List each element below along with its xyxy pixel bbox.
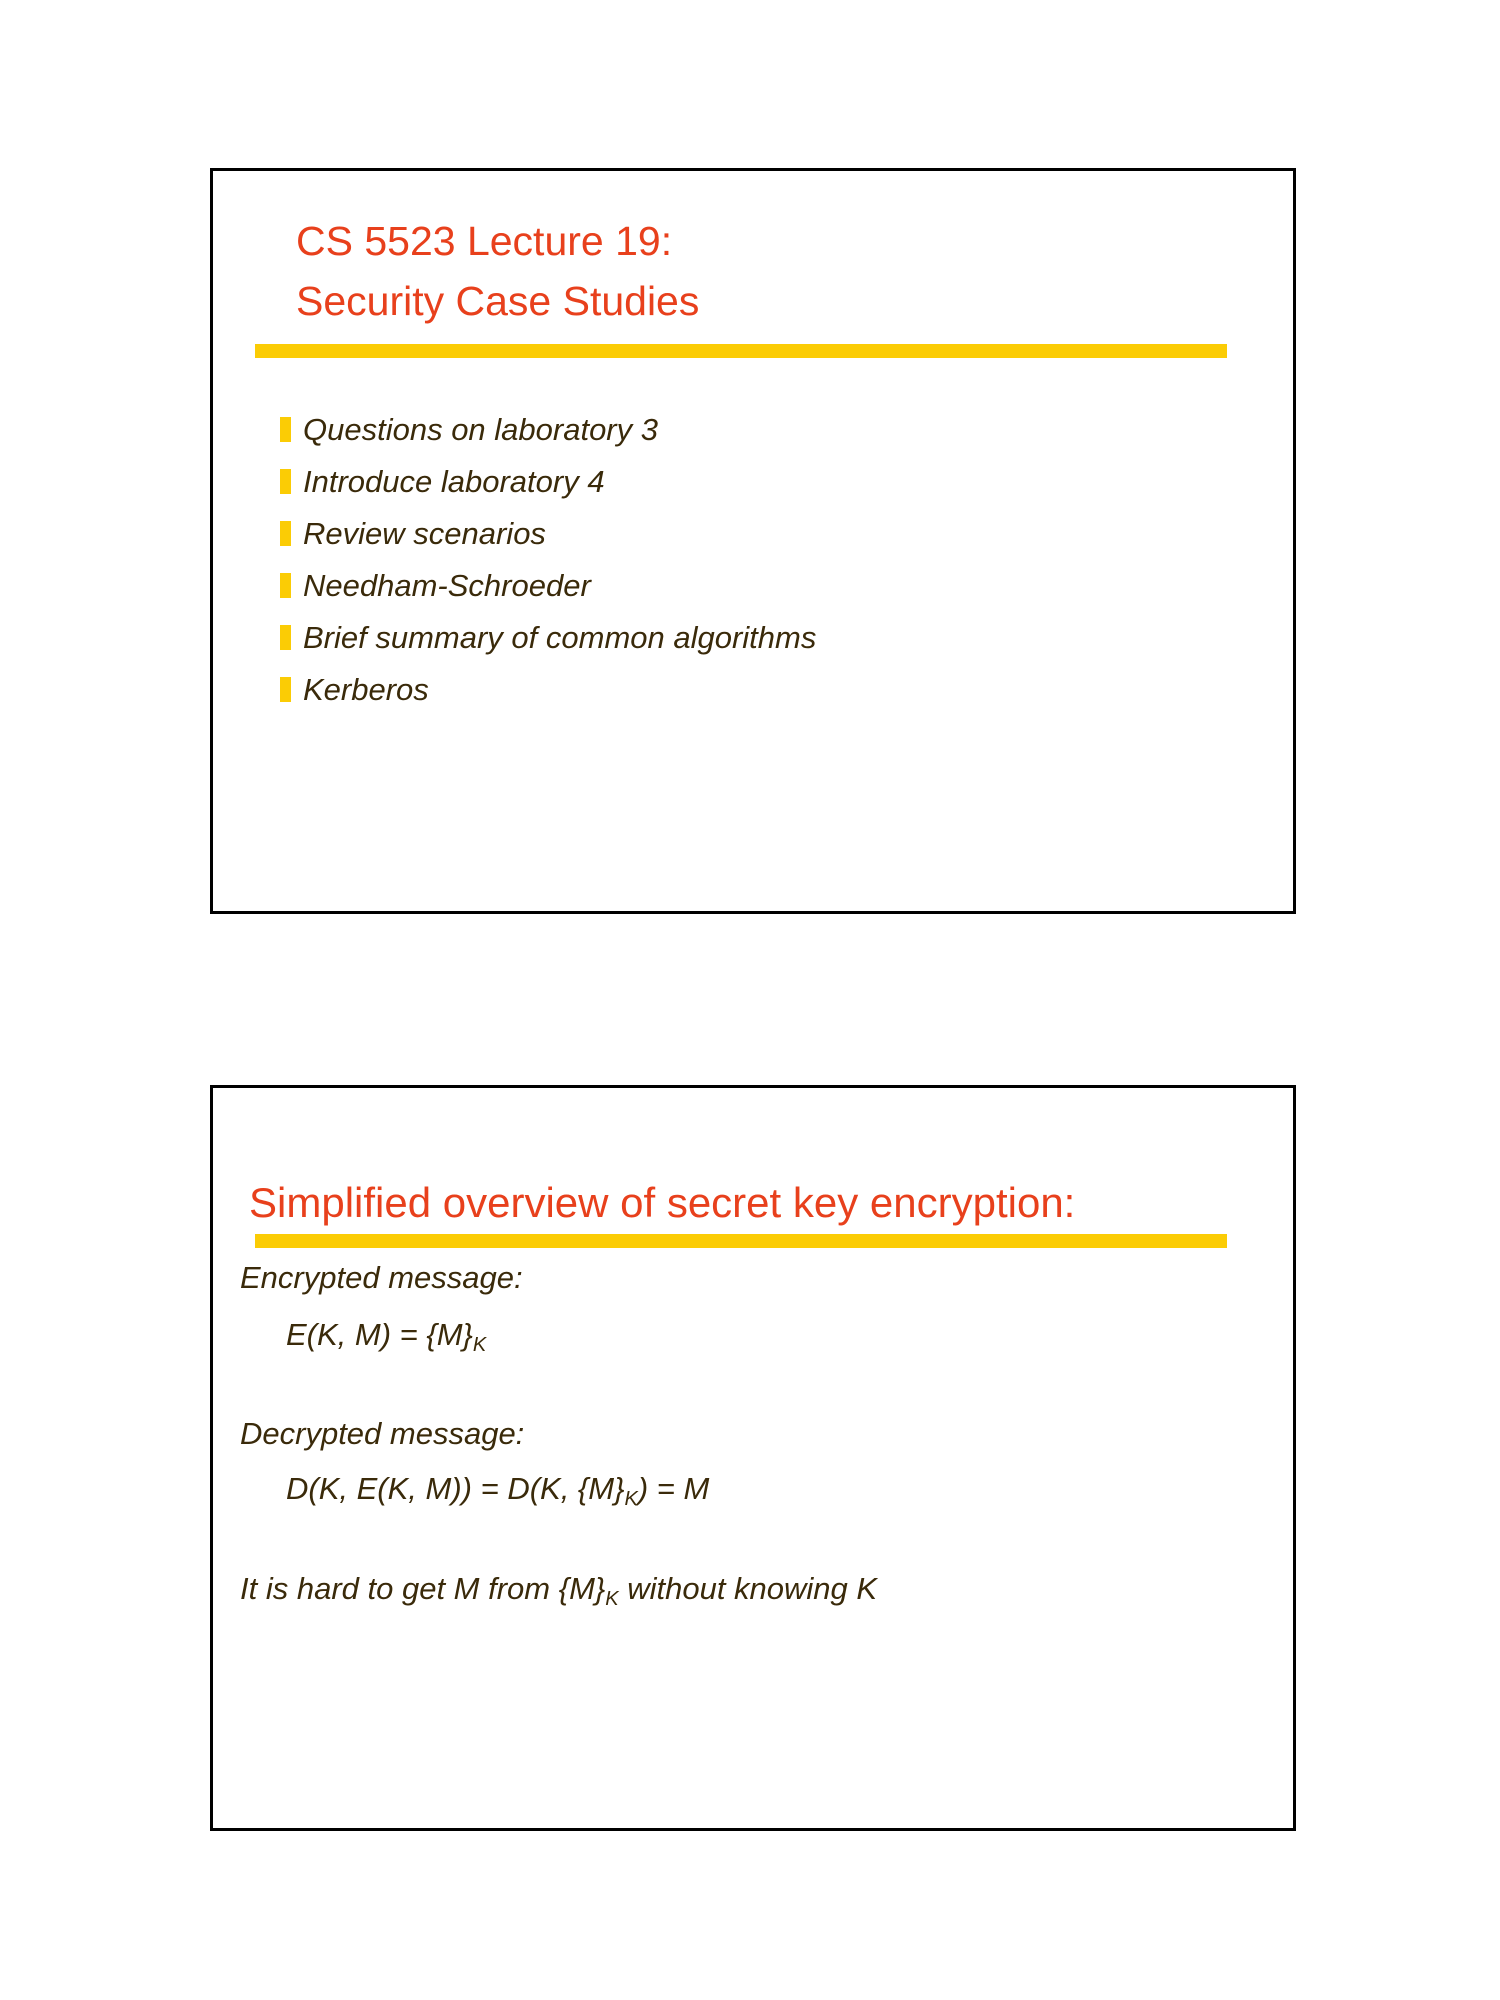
list-item bbox=[280, 404, 816, 456]
list-item bbox=[280, 664, 816, 716]
decrypted-formula-text: D(K, E(K, M)) = D(K, {M} bbox=[286, 1471, 625, 1506]
note-text: It is hard to get M from {M} bbox=[240, 1571, 606, 1606]
list-item bbox=[280, 508, 816, 560]
list-item-text: Introduce laboratory 4 bbox=[303, 464, 605, 499]
encrypted-formula bbox=[286, 1315, 486, 1355]
list-item-text: Review scenarios bbox=[303, 516, 546, 551]
list-item-text: Needham-Schroeder bbox=[303, 568, 591, 603]
slide-2-title: Simplified overview of secret key encryption: bbox=[249, 1179, 1076, 1226]
key-subscript: K bbox=[605, 1588, 619, 1610]
title-underline bbox=[255, 344, 1227, 358]
key-subscript: K bbox=[472, 1334, 487, 1356]
list-item bbox=[280, 612, 816, 664]
list-item bbox=[280, 456, 816, 508]
decrypted-message-label: Decrypted message: bbox=[240, 1416, 525, 1451]
list-item-text: Brief summary of common algorithms bbox=[303, 620, 817, 655]
bullet-marker-icon bbox=[280, 625, 291, 650]
slide-1-title bbox=[296, 211, 699, 331]
bullet-marker-icon bbox=[280, 677, 291, 702]
hardness-note bbox=[240, 1569, 877, 1609]
title-underline bbox=[255, 1234, 1227, 1248]
encrypted-message-label: Encrypted message: bbox=[240, 1260, 523, 1295]
slide-1 bbox=[210, 168, 1296, 914]
bullet-marker-icon bbox=[280, 417, 291, 442]
bullet-list bbox=[280, 404, 816, 716]
note-suffix: without knowing K bbox=[618, 1571, 878, 1606]
slide-1-title-line1: CS 5523 Lecture 19: bbox=[296, 218, 673, 264]
decrypted-formula bbox=[286, 1469, 709, 1509]
list-item-text: Kerberos bbox=[303, 672, 429, 707]
key-subscript: K bbox=[624, 1488, 638, 1510]
list-item-text: Questions on laboratory 3 bbox=[303, 412, 658, 447]
slide-1-title-line2: Security Case Studies bbox=[296, 278, 700, 324]
bullet-marker-icon bbox=[280, 573, 291, 598]
bullet-marker-icon bbox=[280, 521, 291, 546]
slide-2 bbox=[210, 1085, 1296, 1831]
encrypted-formula-text: E(K, M) = {M} bbox=[286, 1317, 473, 1352]
list-item bbox=[280, 560, 816, 612]
decrypted-formula-suffix: ) = M bbox=[637, 1471, 710, 1506]
bullet-marker-icon bbox=[280, 469, 291, 494]
